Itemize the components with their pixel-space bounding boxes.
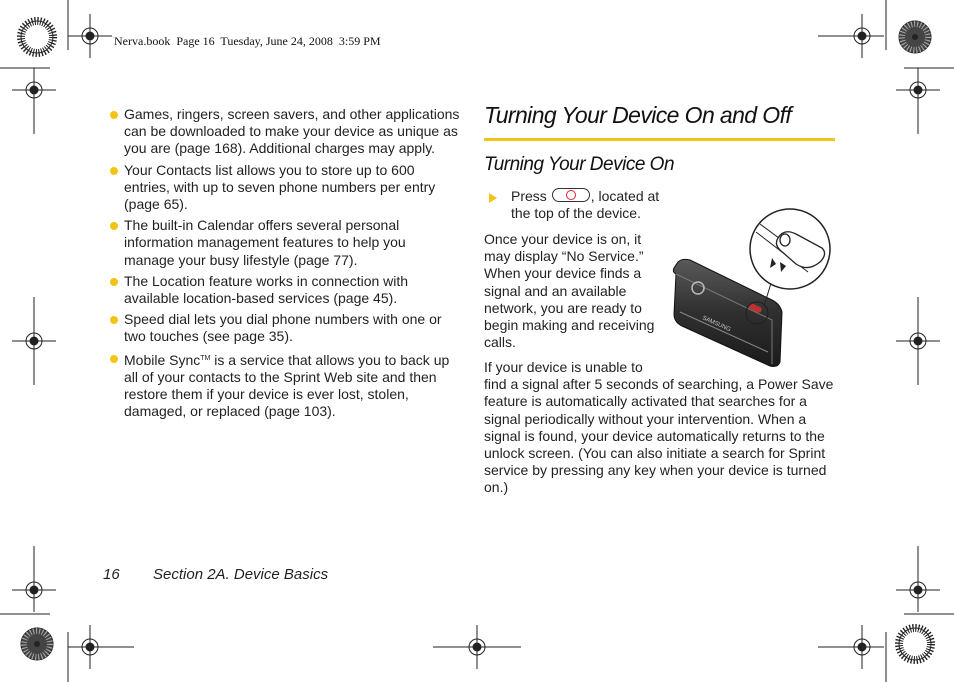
- step-text-before: Press: [511, 188, 551, 204]
- triangle-arrow-icon: [489, 193, 497, 203]
- footer-section-label: Section 2A. Device Basics: [153, 566, 329, 583]
- list-item-text-before: Mobile Sync: [124, 351, 201, 368]
- list-item-text: The Location feature works in connection with available location-based services (page 45).: [124, 272, 409, 307]
- device-brand: SAMSUNG: [701, 315, 732, 334]
- list-item-text: Speed dial lets you dial phone numbers with one or two touches (see page 35).: [124, 311, 442, 345]
- paragraph-no-service: Once your device is on, it may display “No Service.” When your device finds a signal and an available network, you are ready to begin making and receiving calls.: [484, 231, 655, 351]
- list-item-text: The built-in Calendar offers several personal information management features to help you manage your busy lifestyle (page 77).: [124, 217, 406, 268]
- running-header: Nerva.book Page 16 Tuesday, June 24, 2008 3:59 PM: [114, 34, 381, 48]
- title-rule: [484, 138, 835, 141]
- list-item-text: Your Contacts list allows you to store up to 600 entries, with up to seven phone numbers per entry (page 65).: [124, 161, 436, 213]
- bullet-dot-icon: [110, 355, 118, 363]
- list-item: [108, 106, 460, 158]
- list-item: [108, 311, 460, 345]
- paragraph-power-save: [484, 359, 834, 497]
- feature-list: [108, 106, 460, 424]
- bullet-dot-icon: [110, 316, 118, 324]
- step-text-after: , located at the top of the device.: [511, 188, 660, 222]
- power-key-icon: [552, 188, 590, 202]
- paragraph-line: If your device is unable to: [484, 359, 643, 375]
- step-instruction: [484, 188, 674, 222]
- trademark-symbol: TM: [200, 354, 211, 362]
- subsection-title: Turning Your Device On: [484, 154, 675, 175]
- list-item: [108, 162, 460, 214]
- bullet-dot-icon: [110, 111, 118, 119]
- list-item: [108, 350, 460, 421]
- paragraph-text: find a signal after 5 seconds of searching, a Power Save feature is automatically activated that searches for a signal periodically without your intervention. When a signal is found, your device automatically returns to the unlock screen. (You can also initiate a search for Sprint service by pressing any key when your device is turned on.): [484, 376, 834, 496]
- list-item-text: Games, ringers, screen savers, and other applications can be downloaded to make your device as unique as you are (page 168). Additional charges may apply.: [124, 106, 460, 157]
- bullet-dot-icon: [110, 167, 118, 175]
- list-item: [108, 217, 460, 269]
- device-illustration: [668, 202, 834, 370]
- list-item: [108, 273, 460, 307]
- page-number: 16: [103, 566, 120, 583]
- section-title: Turning Your Device On and Off: [484, 102, 792, 128]
- list-item-text-after: is a service that allows you to back up all of your contacts to the Sprint Web site and then restore them if your device is ever lost, stolen, damaged, or replaced (page 103).: [124, 351, 450, 420]
- bullet-dot-icon: [110, 222, 118, 230]
- bullet-dot-icon: [110, 278, 118, 286]
